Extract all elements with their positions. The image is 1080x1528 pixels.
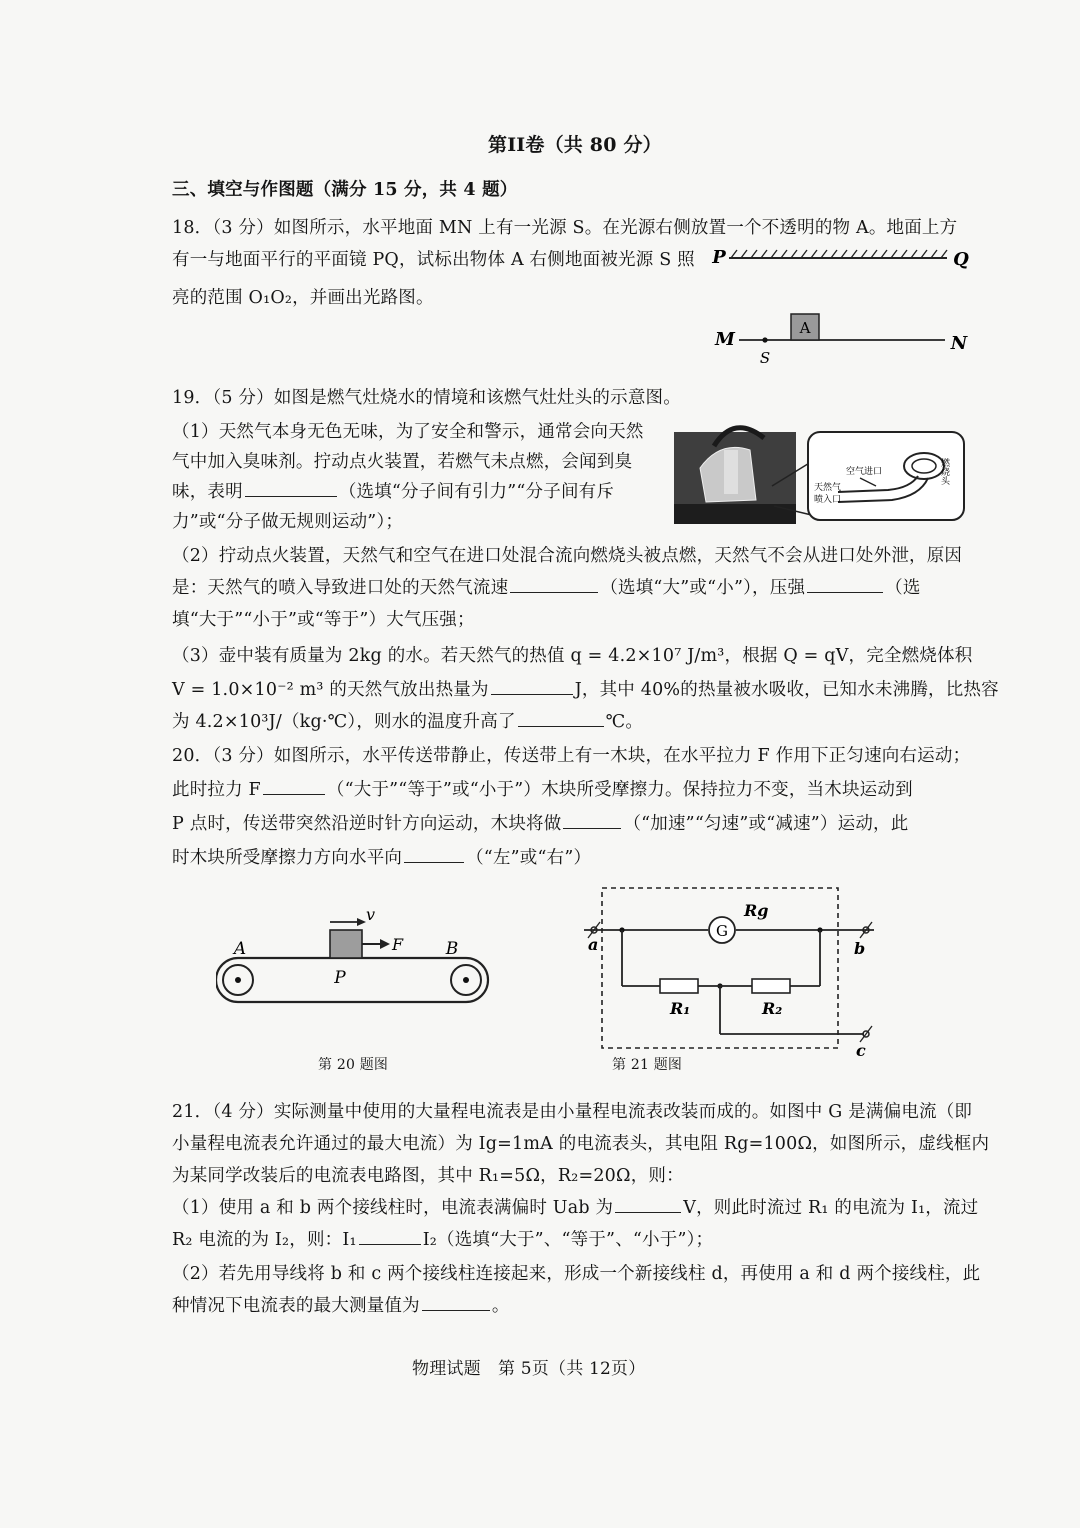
rg-label: Rg — [744, 901, 769, 920]
answer-blank-q21-2[interactable] — [359, 1243, 421, 1245]
terminal-label-a: a — [588, 935, 599, 954]
answer-blank-q20-1[interactable] — [263, 793, 325, 795]
answer-blank-q19-3[interactable] — [807, 591, 883, 593]
conveyor-belt — [216, 958, 488, 1002]
q19-p2-b: 是：天然气的喷入导致进口处的天然气流速 （选填“大”或“小”），压强 （选 — [172, 578, 921, 598]
q20-line-4: 时木块所受摩擦力方向水平向 （“左”或“右”） — [172, 848, 592, 868]
q21-p1-a: （1）使用 a 和 b 两个接线柱时，电流表满偏时 Uab 为 V，则此时流过 R₁ 的电流为 I₁，流过 — [172, 1198, 979, 1218]
mirror-label-q: Q — [953, 249, 969, 270]
answer-blank-q19-1[interactable] — [245, 495, 337, 497]
page-footer: 物理试题 第 5页（共 12页） — [412, 1359, 646, 1379]
q19-p3-b: V = 1.0×10⁻² m³ 的天然气放出热量为 J，其中 40%的热量被水吸收，已知水未沸腾，比热容 — [172, 680, 999, 700]
answer-blank-q21-1[interactable] — [615, 1211, 681, 1213]
q19-p1-b: 气中加入臭味剂。拧动点火装置，若燃气未点燃，会闻到臭 — [172, 452, 633, 472]
terminal-label-c: c — [856, 1041, 866, 1056]
velocity-label: v — [366, 905, 376, 924]
terminal-label-b: b — [854, 939, 866, 958]
q19-p1-d: 力”或“分子做无规则运动”）； — [172, 512, 404, 532]
velocity-arrow-icon — [357, 918, 366, 926]
q21-p1-b: R₂ 电流的为 I₂，则：I₁ I₂（选填“大于”、“等于”、“小于”）； — [172, 1230, 714, 1250]
q20-caption: 第 20 题图 — [318, 1057, 389, 1073]
gas-inlet-label-1: 天然气 — [814, 483, 842, 493]
q20-line-3: P 点时，传送带突然沿逆时针方向运动，木块将做 （“加速”“匀速”或“减速”）运动，此 — [172, 814, 909, 834]
part-title: 第II卷（共 80 分） — [488, 134, 662, 156]
q21-p2-b: 种情况下电流表的最大测量值为 。 — [172, 1296, 510, 1316]
q21-line-2: 小量程电流表允许通过的最大电流）为 Ig=1mA 的电流表头，其电阻 Rg=100Ω，如图所示，虚线框内 — [172, 1134, 990, 1154]
q19-p1-a: （1）天然气本身无色无味，为了安全和警示，通常会向天然 — [172, 422, 644, 442]
answer-blank-q19-5[interactable] — [518, 725, 604, 727]
q21-caption: 第 21 题图 — [612, 1057, 683, 1073]
q20-figure — [216, 900, 492, 1010]
burner-label: 燃烧头 — [939, 458, 949, 485]
q18-line-2: 有一与地面平行的平面镜 PQ，试标出物体 A 右侧地面被光源 S 照 — [172, 250, 695, 270]
source-label-s: S — [759, 349, 771, 367]
ground-label-n: N — [950, 333, 968, 354]
resistor-r1 — [660, 979, 698, 993]
q19-p2-a: （2）拧动点火装置，天然气和空气在进口处混合流向燃烧头被点燃，天然气不会从进口处外泄，原因 — [172, 546, 963, 566]
q18-line-1: 18．（3 分）如图所示，水平地面 MN 上有一光源 S。在光源右侧放置一个不透明的物 A。地面上方 — [172, 218, 958, 238]
q19-line-1: 19．（5 分）如图是燃气灶烧水的情境和该燃气灶灶头的示意图。 — [172, 388, 681, 408]
galvanometer-label: G — [716, 922, 728, 940]
q21-line-1: 21．（4 分）实际测量中使用的大量程电流表是由小量程电流表改装而成的。如图中 G 是满偏电流（即 — [172, 1102, 973, 1122]
air-inlet-label: 空气进口 — [846, 467, 883, 477]
q19-p3-a: （3）壶中装有质量为 2kg 的水。若天然气的热值 q = 4.2×10⁷ J/m³，根据 Q = qV，完全燃烧体积 — [172, 646, 973, 666]
answer-blank-q20-3[interactable] — [404, 861, 464, 863]
answer-blank-q19-4[interactable] — [491, 693, 573, 695]
answer-blank-q19-2[interactable] — [510, 591, 598, 593]
object-label-a: A — [799, 319, 811, 337]
ground-label-m: M — [715, 329, 735, 350]
resistor-r2 — [752, 979, 790, 993]
q21-figure — [574, 884, 884, 1056]
point-label-b: B — [445, 939, 459, 959]
q21-line-3: 为某同学改装后的电流表电路图，其中 R₁=5Ω，R₂=20Ω，则： — [172, 1166, 684, 1186]
r1-label: R₁ — [670, 999, 691, 1018]
section-title: 三、填空与作图题（满分 15 分，共 4 题） — [172, 180, 518, 200]
q18-figure — [705, 236, 985, 376]
answer-blank-q20-2[interactable] — [563, 827, 621, 829]
q20-line-2: 此时拉力 F （“大于”“等于”或“小于”）木块所受摩擦力。保持拉力不变，当木块运动到 — [172, 780, 913, 800]
q20-line-1: 20．（3 分）如图所示，水平传送带静止，传送带上有一木块，在水平拉力 F 作用下正匀速向右运动； — [172, 746, 971, 766]
point-label-p: P — [334, 968, 346, 988]
q19-figure — [674, 410, 970, 530]
q19-p3-c: 为 4.2×10³J/（kg·℃），则水的温度升高了 ℃。 — [172, 712, 644, 732]
gas-inlet-label-2: 喷入口 — [814, 495, 842, 505]
force-label: F — [392, 935, 404, 954]
q21-p2-a: （2）若先用导线将 b 和 c 两个接线柱连接起来，形成一个新接线柱 d，再使用 a 和 d 两个接线柱，此 — [172, 1264, 981, 1284]
light-source-dot — [762, 337, 767, 342]
force-arrow-icon — [380, 939, 390, 949]
r2-label: R₂ — [762, 999, 783, 1018]
answer-blank-q21-3[interactable] — [422, 1309, 490, 1311]
q19-p1-c: 味，表明 （选填“分子间有引力”“分子间有斥 — [172, 482, 615, 502]
mirror-label-p: P — [712, 247, 726, 268]
point-label-a: A — [233, 939, 247, 959]
wooden-block — [330, 930, 362, 958]
q19-p2-c: 填“大于”“小于”或“等于”）大气压强； — [172, 610, 475, 630]
q18-line-3: 亮的范围 O₁O₂，并画出光路图。 — [172, 288, 434, 308]
